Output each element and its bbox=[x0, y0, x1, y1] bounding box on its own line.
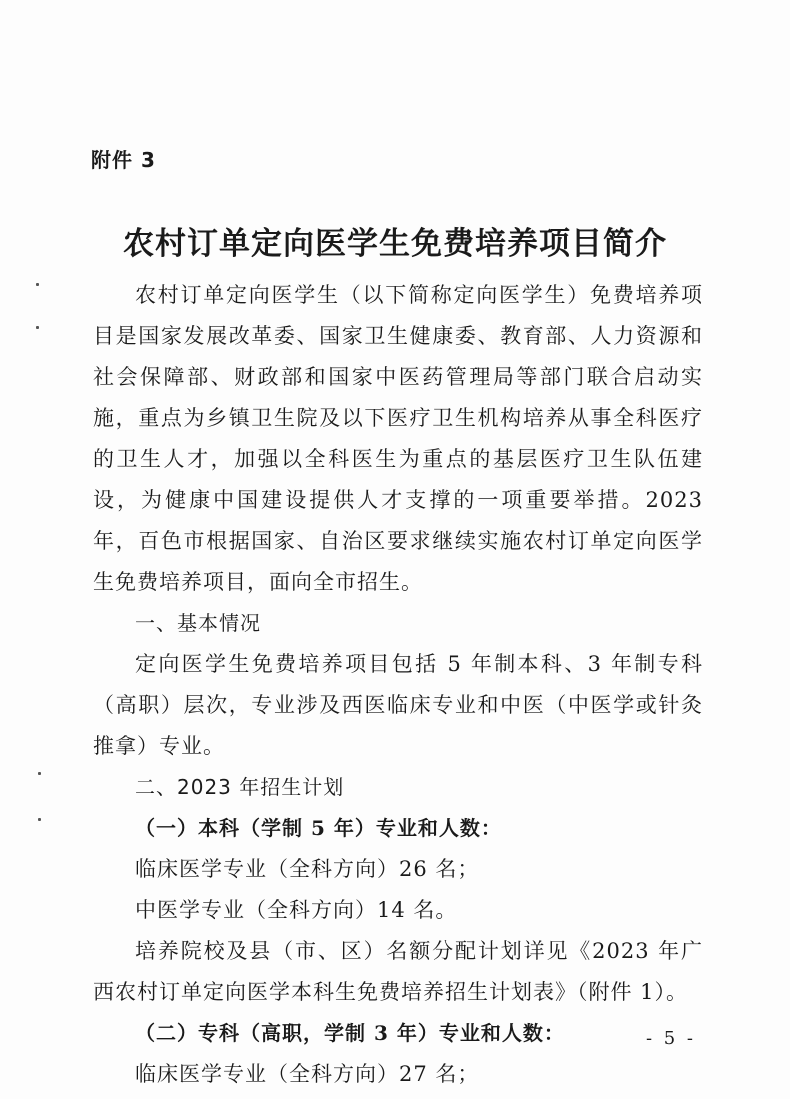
undergraduate-item-clinical: 临床医学专业（全科方向）26 名； bbox=[135, 857, 480, 881]
scan-artifact-mark bbox=[38, 818, 41, 821]
scan-artifact-mark bbox=[36, 326, 39, 329]
basic-info-paragraph: 定向医学生免费培养项目包括 5 年制本科、3 年制专科（高职）层次，专业涉及西医临床专业和中医（中医学或针灸推拿）专业。 bbox=[93, 652, 703, 758]
intro-paragraph: 农村订单定向医学生（以下简称定向医学生）免费培养项目是国家发展改革委、国家卫生健康委、教育部、人力资源和社会保障部、财政部和国家中医药管理局等部门联合启动实施，重点为乡镇卫生院及以下医疗卫生机构培养从事全科医疗的卫生人才，加强以全科医生为重点的基层医疗卫生队伍建设，为健康中国建设提供人才支撑的一项重要举措。2023 年，百色市根据国家、自治区要求继续实施农村订单定向医学生免费培养项目，面向全市招生。 bbox=[93, 283, 703, 594]
scan-artifact-mark bbox=[38, 772, 41, 775]
section-heading-enrollment-plan: 二、2023 年招生计划 bbox=[135, 775, 345, 799]
document-body bbox=[93, 275, 703, 1095]
undergraduate-allocation-note: 培养院校及县（市、区）名额分配计划详见《2023 年广西农村订单定向医学本科生免费培养招生计划表》（附件 1）。 bbox=[93, 939, 703, 1004]
scan-artifact-mark bbox=[36, 283, 39, 286]
attachment-label: 附件 3 bbox=[91, 148, 156, 172]
undergraduate-item-tcm: 中医学专业（全科方向）14 名。 bbox=[135, 898, 458, 922]
junior-college-item-clinical: 临床医学专业（全科方向）27 名； bbox=[135, 1062, 480, 1086]
subheading-junior-college: （二）专科（高职，学制 3 年）专业和人数： bbox=[135, 1021, 565, 1045]
document-title: 农村订单定向医学生免费培养项目简介 bbox=[123, 226, 667, 262]
page-number: - 5 - bbox=[645, 1028, 696, 1049]
subheading-undergraduate: （一）本科（学制 5 年）专业和人数： bbox=[135, 816, 502, 840]
section-heading-basic-info: 一、基本情况 bbox=[135, 611, 261, 635]
